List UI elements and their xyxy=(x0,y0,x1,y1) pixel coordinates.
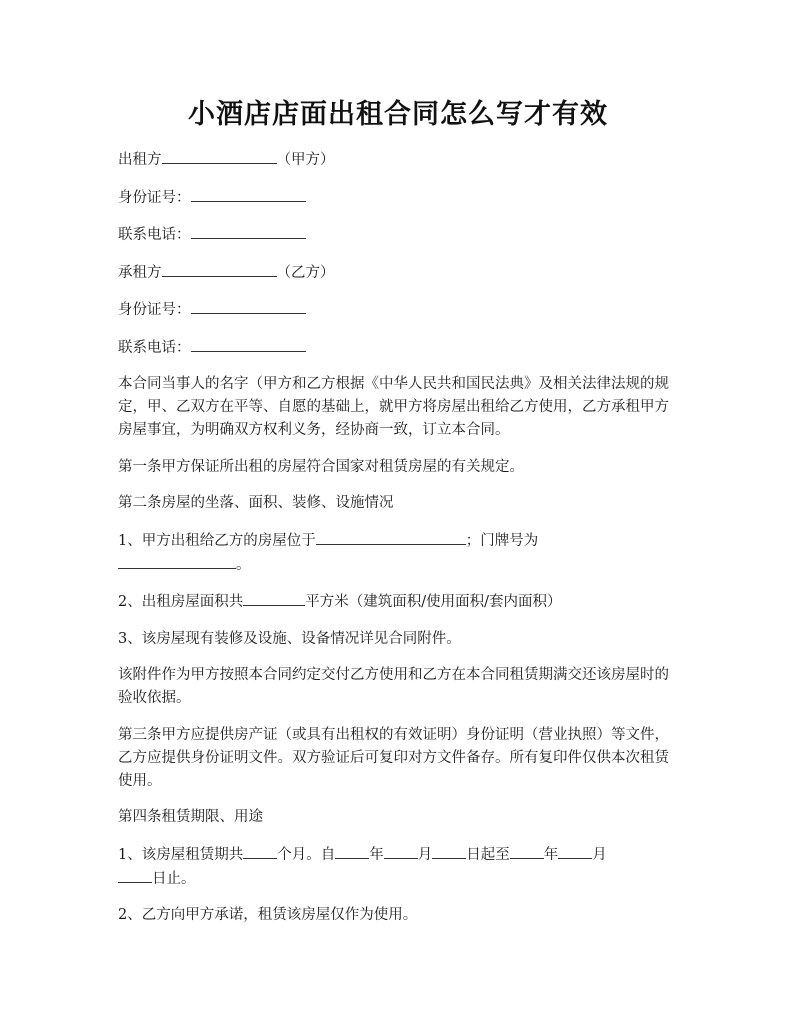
door-number-blank xyxy=(118,553,236,569)
article-2-item-1-text: 1、甲方出租给乙方的房屋位于 xyxy=(118,532,316,549)
start-day-label: 日起至 xyxy=(466,846,510,863)
article-2-note: 该附件作为甲方按照本合同约定交付乙方使用和乙方在本合同租赁期满交还该房屋时的验收依据。 xyxy=(118,667,669,706)
months-blank xyxy=(243,843,277,859)
end-year-blank xyxy=(510,843,544,859)
article-1: 第一条甲方保证所出租的房屋符合国家对租赁房屋的有关规定。 xyxy=(118,458,524,475)
lessor-id-label: 身份证号： xyxy=(118,189,191,206)
lessor-id-blank xyxy=(191,186,306,202)
months-label: 个月。自 xyxy=(277,846,336,863)
lessee-id-line xyxy=(118,298,683,322)
article-4-item-1 xyxy=(118,843,683,891)
end-day-label: 日止。 xyxy=(152,870,196,887)
start-year-blank xyxy=(335,843,369,859)
article-2-item-3: 3、该房屋现有装修及设施、设备情况详见合同附件。 xyxy=(118,630,461,647)
area-blank xyxy=(243,590,305,606)
lessee-label: 承租方 xyxy=(118,264,162,281)
lessee-blank xyxy=(162,261,277,277)
start-year-label: 年 xyxy=(369,846,384,863)
article-2-item-1-end: 。 xyxy=(236,556,251,573)
end-month-label: 月 xyxy=(592,846,607,863)
document-body xyxy=(118,148,683,941)
lessor-id-line xyxy=(118,186,683,210)
article-2-heading: 第二条房屋的坐落、面积、装修、设施情况 xyxy=(118,495,394,511)
lessee-id-blank xyxy=(191,298,306,314)
article-2-item-2 xyxy=(118,590,683,614)
document-title: 小酒店店面出租合同怎么写才有效 xyxy=(188,99,608,130)
lessor-suffix: （甲方） xyxy=(276,152,335,168)
lessee-phone-line xyxy=(118,336,683,360)
lessor-label: 出租方 xyxy=(118,152,162,168)
article-2-item-2-text: 2、出租房屋面积共 xyxy=(118,594,244,610)
start-month-label: 月 xyxy=(417,846,433,863)
lessor-phone-label: 联系电话： xyxy=(118,227,191,243)
lessee-suffix: （乙方） xyxy=(276,264,335,281)
location-blank xyxy=(316,529,466,545)
end-month-blank xyxy=(558,843,592,859)
start-day-blank xyxy=(432,843,466,859)
article-4-heading: 第四条租赁期限、用途 xyxy=(118,809,263,825)
term-text: 1、该房屋租赁期共 xyxy=(118,846,244,863)
article-2-item-2-unit: 平方米（建筑面积/使用面积/套内面积） xyxy=(305,594,562,610)
article-4-item-2: 2、乙方向甲方承诺，租赁该房屋仅作为使用。 xyxy=(118,907,418,923)
lessor-blank xyxy=(162,148,277,164)
end-year-label: 年 xyxy=(543,846,559,863)
lessor-line xyxy=(118,148,683,172)
article-2-item-1-door-label: ；门牌号为 xyxy=(465,532,539,549)
start-month-blank xyxy=(384,843,418,859)
end-day-blank xyxy=(118,867,152,883)
lessee-line xyxy=(118,261,683,285)
article-2-item-1 xyxy=(118,529,683,577)
lessee-phone-label: 联系电话： xyxy=(118,339,191,356)
lessor-phone-line xyxy=(118,223,683,247)
lessor-phone-blank xyxy=(191,223,306,239)
intro-paragraph: 本合同当事人的名字（甲方和乙方根据《中华人民共和国民法典》及相关法律法规的规定，甲、乙双方在平等、自愿的基础上，就甲方将房屋出租给乙方使用，乙方承租甲方房屋事宜，为明确双方权利义务，经协商一致，订立本合同。 xyxy=(118,376,669,438)
lessee-id-label: 身份证号： xyxy=(118,302,191,318)
article-3: 第三条甲方应提供房产证（或具有出租权的有效证明）身份证明（营业执照）等文件，乙方应提供身份证明文件。双方验证后可复印对方文件备存。所有复印件仅供本次租赁使用。 xyxy=(118,726,669,789)
lessee-phone-blank xyxy=(191,336,306,352)
